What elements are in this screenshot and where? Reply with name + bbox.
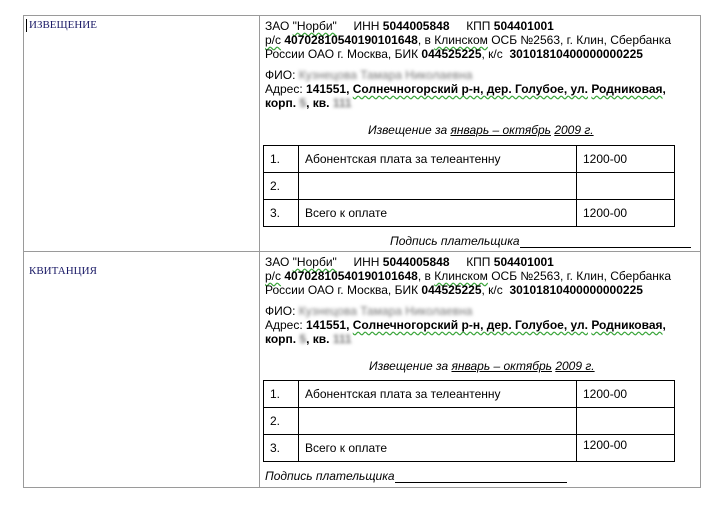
fio-value: Кузнецова Тамара Николаевна: [298, 304, 473, 318]
table-row: [264, 381, 675, 408]
address-corp-label: корп.: [265, 332, 297, 346]
address-line-2: [265, 96, 352, 110]
signature-blank: [520, 236, 691, 248]
bank-line: [265, 47, 643, 61]
address-index: 141551,: [306, 318, 350, 332]
row-amount: 1200-00: [577, 200, 675, 227]
address-corp: 5: [299, 332, 307, 346]
address-district: Солнечногорский р-н, дер. Голубое, ул.: [352, 318, 588, 332]
table-row: [264, 435, 675, 462]
row-description: Всего к оплате: [299, 200, 577, 227]
row-amount: 1200-00: [577, 435, 675, 462]
payment-form: [23, 15, 701, 488]
text-cursor: [26, 19, 27, 32]
row-number: 3.: [264, 200, 299, 227]
row-description: Абонентская плата за телеантенну: [299, 381, 577, 408]
bank-rest: ОСБ №2563, г. Клин, Сбербанка: [491, 269, 672, 283]
bank-prefix: , в: [417, 269, 431, 283]
row-number: 2.: [264, 408, 299, 435]
row-amount: [577, 173, 675, 200]
address-label: Адрес:: [265, 82, 303, 96]
row-amount: 1200-00: [577, 146, 675, 173]
period-label: Извещение за: [369, 359, 449, 373]
signature-label: Подпись плательщика: [390, 234, 520, 248]
bank-city: Клинском: [434, 33, 488, 47]
row-description: [299, 408, 577, 435]
notice-details-cell: [261, 16, 700, 251]
address-kv-label: , кв.: [306, 332, 330, 346]
rs-value: 40702810540190101648: [284, 33, 418, 47]
fio-line: [265, 304, 472, 318]
receipt-section: [24, 252, 700, 487]
inn-value: 5044005848: [382, 19, 450, 33]
kpp-value: 504401001: [493, 19, 554, 33]
signature-blank: [395, 471, 567, 483]
address-label: Адрес:: [265, 318, 303, 332]
ks-label: , к/с: [481, 47, 503, 61]
address-street: Родниковая: [591, 318, 663, 332]
bank-rest: ОСБ №2563, г. Клин, Сбербанка: [491, 33, 672, 47]
org-line: [265, 255, 554, 269]
ks-value: 30101810400000000225: [509, 47, 643, 61]
org-name: "Норби": [292, 255, 337, 269]
notice-title: ИЗВЕЩЕНИЕ: [29, 19, 97, 31]
period-year: 2009 г.: [555, 359, 595, 373]
org-type: ЗАО: [265, 255, 290, 269]
rs-label: р/с: [265, 269, 282, 283]
org-name: "Норби": [292, 19, 337, 33]
inn-label: ИНН: [353, 19, 380, 33]
charges-table: [263, 380, 675, 462]
rs-label: р/с: [265, 33, 282, 47]
bank-prefix: , в: [417, 33, 431, 47]
inn-value: 5044005848: [382, 255, 450, 269]
table-row: [264, 408, 675, 435]
fio-line: [265, 68, 472, 82]
bik-value: 044525225: [421, 47, 482, 61]
period-line: [368, 123, 594, 137]
org-line: [265, 19, 554, 33]
address-kv-label: , кв.: [306, 96, 330, 110]
row-number: 3.: [264, 435, 299, 462]
period-value: январь – октябрь: [450, 123, 551, 137]
org-type: ЗАО: [265, 19, 290, 33]
period-label: Извещение за: [368, 123, 448, 137]
row-amount: [577, 408, 675, 435]
notice-section: [24, 16, 700, 252]
account-line: [265, 33, 671, 47]
period-year: 2009 г.: [554, 123, 594, 137]
address-kv: 111: [332, 332, 352, 346]
row-amount: 1200-00: [577, 381, 675, 408]
fio-value: Кузнецова Тамара Николаевна: [298, 68, 473, 82]
bank-city: Клинском: [434, 269, 488, 283]
period-value: январь – октябрь: [451, 359, 552, 373]
row-description: [299, 173, 577, 200]
bank-line2: России ОАО г. Москва, БИК: [265, 47, 419, 61]
address-line-2: [265, 332, 352, 346]
ks-value: 30101810400000000225: [509, 283, 643, 297]
address-corp-label: корп.: [265, 96, 297, 110]
table-row: [264, 173, 675, 200]
fio-label: ФИО:: [265, 68, 296, 82]
rs-value: 40702810540190101648: [284, 269, 418, 283]
row-number: 2.: [264, 173, 299, 200]
address-line: Адрес: 141551, Солнечногорский р-н, дер. Голубое, ул. Родниковая,: [265, 82, 666, 96]
bik-value: 044525225: [421, 283, 482, 297]
charges-table: [263, 145, 675, 227]
signature-label: Подпись плательщика: [265, 469, 395, 483]
kpp-label: КПП: [466, 255, 491, 269]
bank-line2: России ОАО г. Москва, БИК: [265, 283, 419, 297]
receipt-details-cell: [261, 252, 700, 487]
fio-label: ФИО:: [265, 304, 296, 318]
notice-label-cell: [24, 16, 260, 251]
inn-label: ИНН: [353, 255, 380, 269]
account-line: [265, 269, 671, 283]
receipt-label-cell: [24, 252, 260, 487]
signature-line: [265, 469, 567, 483]
row-number: 1.: [264, 146, 299, 173]
receipt-title: КВИТАНЦИЯ: [29, 265, 97, 277]
bank-line: [265, 283, 643, 297]
address-street: Родниковая: [591, 82, 663, 96]
row-description: Всего к оплате: [299, 435, 577, 462]
address-line: Адрес: 141551, Солнечногорский р-н, дер. Голубое, ул. Родниковая,: [265, 318, 666, 332]
table-row: [264, 146, 675, 173]
row-description: Абонентская плата за телеантенну: [299, 146, 577, 173]
row-number: 1.: [264, 381, 299, 408]
address-index: 141551,: [306, 82, 350, 96]
ks-label: , к/с: [481, 283, 503, 297]
address-kv: 111: [332, 96, 352, 110]
table-row: [264, 200, 675, 227]
signature-line: [390, 234, 691, 248]
period-line: [369, 359, 595, 373]
address-district: Солнечногорский р-н, дер. Голубое, ул.: [352, 82, 588, 96]
address-corp: 5: [299, 96, 307, 110]
kpp-value: 504401001: [493, 255, 554, 269]
kpp-label: КПП: [466, 19, 491, 33]
